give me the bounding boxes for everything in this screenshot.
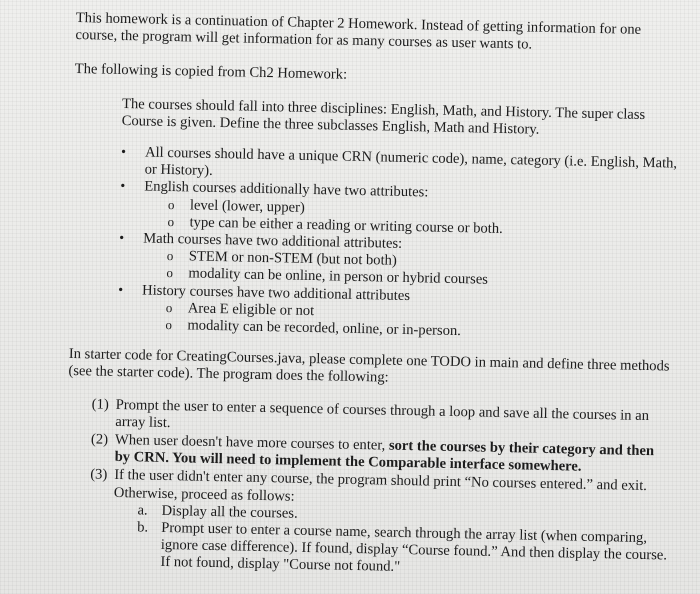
ch2-section <box>74 95 680 142</box>
list-item: • All courses should have a unique CRN (numeric code), name, category (i.e. English, Math, or History). <box>144 144 678 190</box>
list-item: o type can be either a reading or writing course or both. <box>189 214 676 241</box>
list-item: (1) Prompt the user to enter a sequence of courses through a loop and save all the courses in an array list. <box>91 396 650 431</box>
list-item: o Area E eligible or not <box>188 300 675 327</box>
list-item: o level (lower, upper) <box>190 197 677 224</box>
list-item: • Math courses have two additional attributes: o STEM or non-STEM (but not both) o modality can be online, in person or hybrid courses <box>142 230 676 293</box>
disciplines-paragraph: The courses should fall into three disciplines: English, Math, and History. The super class Course is given. Define the three subclasses English, Math and History. <box>121 95 646 138</box>
list-item: (3) If the user didn't enter any course, the program should print “No courses entered.” and exit. Otherwise, proceed as follows: a. Display all the courses. b. Prompt user to enter a course name, search through the array list (when comparing, ignore case difference). If found, display “Course found.” And then display the course. If not found, display "Course not found." <box>112 467 671 582</box>
starter-paragraph: In starter code for CreatingCourses.java, please complete one TODO in main and define three methods (see the starter code). The program does the following: <box>68 346 670 387</box>
intro-paragraph: This homework is a continuation of Chapter 2 Homework. Instead of getting information for one course, the program will get information for as many courses as user wants to. <box>75 10 642 53</box>
history-sublist <box>141 299 675 345</box>
steps-list <box>64 396 673 583</box>
homework-text <box>64 10 681 583</box>
copied-note: The following is copied from Ch2 Homework: <box>74 61 348 84</box>
list-item: • English courses additionally have two attributes: o level (lower, upper) o type can be either a reading or writing course or both. <box>143 179 677 242</box>
list-item: • History courses have two additional attributes o Area E eligible or not o modality can be recorded, online, or in-person. <box>141 282 675 345</box>
list-item: b. Prompt user to enter a course name, search through the array list (when comparing, ignore case difference). If found, display “Course found.” And then display the course. If not found, display "Course not found." <box>137 519 668 576</box>
list-item: o modality can be recorded, online, or in-person. <box>187 317 674 344</box>
bold-instruction: sort the courses by their category and then by CRN. You will need to implement the Comparable interface somewhere. <box>114 437 655 475</box>
attributes-list <box>69 143 678 345</box>
list-item: o STEM or non-STEM (but not both) <box>189 249 676 276</box>
list-item: (2) When user doesn't have more courses to enter, sort the courses by their category and then by CRN. You will need to implement the Comparable interface somewhere. <box>90 431 655 475</box>
list-item: o modality can be online, in person or hybrid courses <box>188 266 675 293</box>
substeps-list <box>112 502 670 582</box>
list-item: a. Display all the courses. <box>137 502 298 522</box>
